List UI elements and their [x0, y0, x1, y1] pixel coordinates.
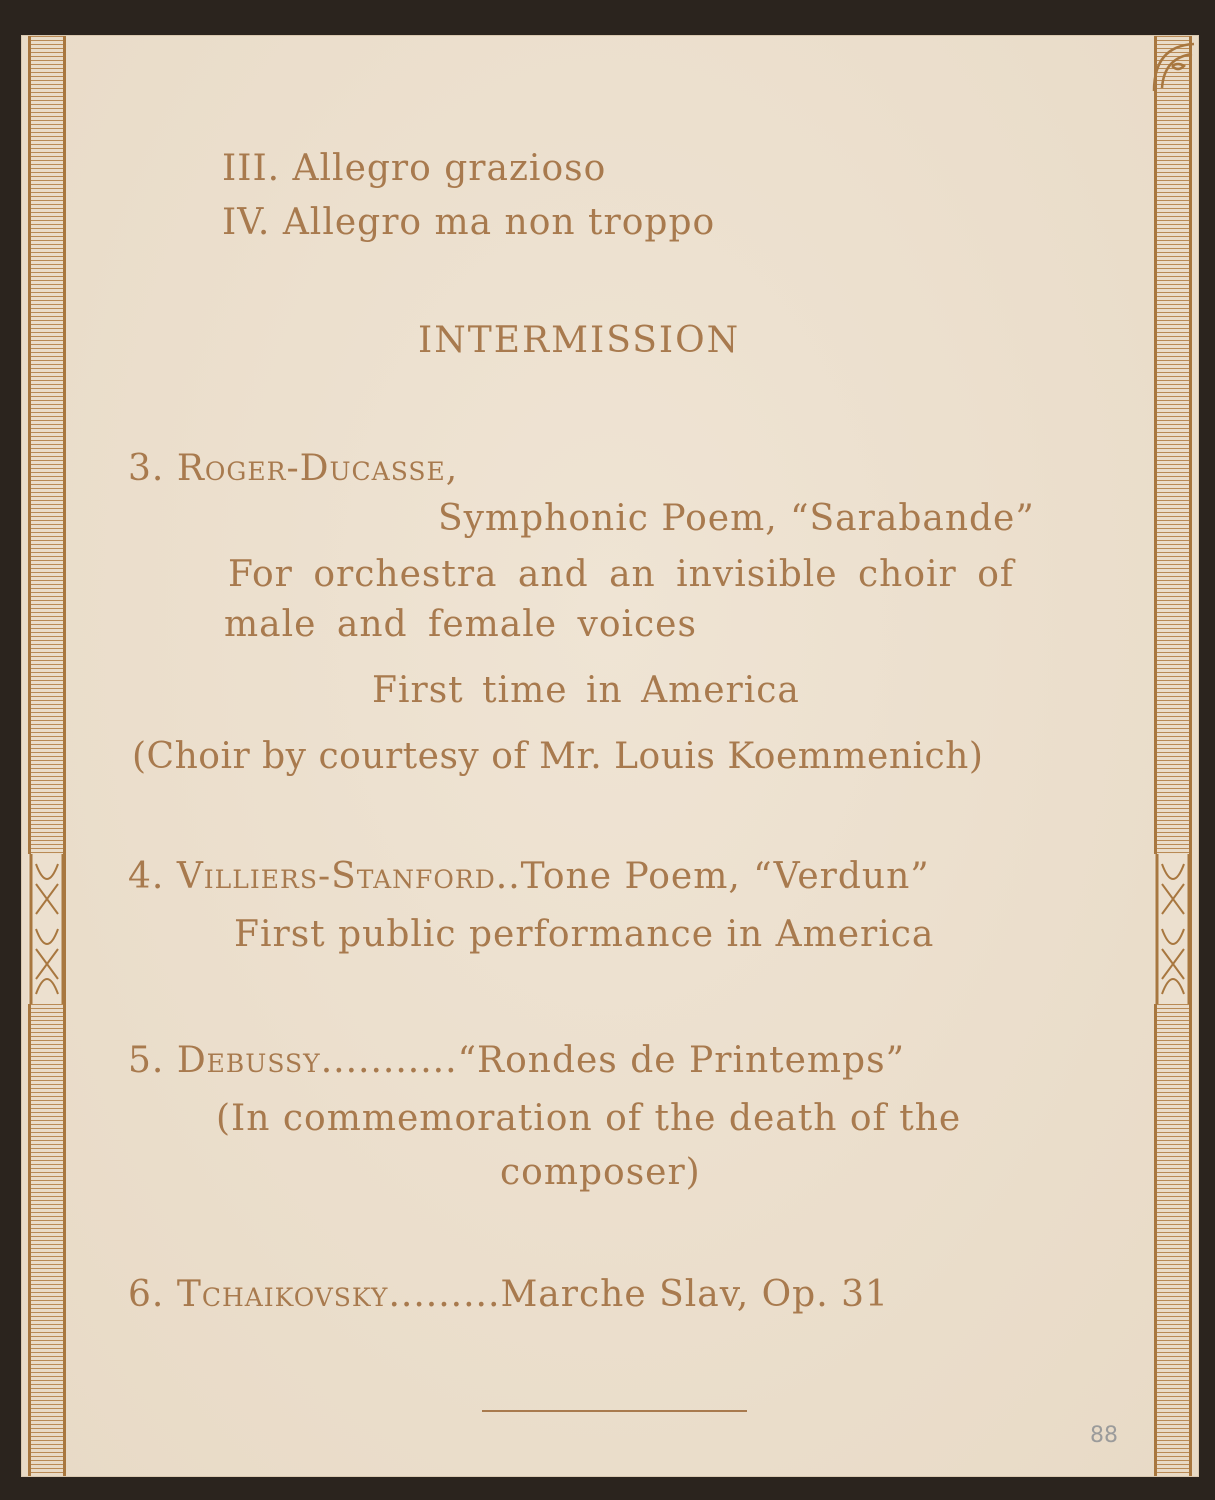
item-5-note: composer)	[500, 1152, 701, 1193]
movement-iv: IV. Allegro ma non troppo	[222, 202, 716, 243]
item-3-work: Symphonic Poem, “Sarabande”	[438, 498, 1035, 539]
composer-name: Debussy	[176, 1040, 321, 1081]
item-4-header	[128, 856, 930, 897]
closing-rule	[482, 1410, 747, 1412]
item-3-note: For orchestra and an invisible choir of	[228, 554, 1015, 595]
item-3-note: (Choir by courtesy of Mr. Louis Koemmenich)	[132, 736, 984, 777]
corner-ornament	[1144, 36, 1198, 96]
composer-name: Villiers-Stanford	[176, 856, 496, 897]
left-ornamental-border	[28, 36, 66, 1476]
item-3-header	[128, 448, 458, 489]
item-5-header	[128, 1040, 905, 1081]
left-knot-ornament	[28, 854, 66, 1004]
item-4-note: First public performance in America	[234, 914, 935, 955]
movement-iii: III. Allegro grazioso	[222, 148, 607, 189]
work-title: Marche Slav, Op. 31	[500, 1274, 889, 1315]
item-number: 5.	[128, 1040, 165, 1081]
item-number: 3.	[128, 448, 165, 489]
right-ornamental-border	[1154, 36, 1192, 1476]
dot-leader: ..	[495, 856, 521, 897]
program-page	[22, 36, 1198, 1476]
dot-leader: .........	[388, 1274, 501, 1315]
item-3-note: male and female voices	[224, 604, 697, 645]
item-6-header	[128, 1274, 889, 1315]
dot-leader: ...........	[320, 1040, 458, 1081]
item-number: 4.	[128, 856, 165, 897]
right-knot-ornament	[1154, 854, 1192, 1004]
intermission-heading: INTERMISSION	[418, 320, 741, 361]
item-number: 6.	[128, 1274, 165, 1315]
item-5-note: (In commemoration of the death of the	[216, 1098, 962, 1139]
work-title: Tone Poem, “Verdun”	[520, 856, 930, 897]
composer-name: Roger-Ducasse,	[176, 448, 459, 489]
item-3-note: First time in America	[372, 670, 800, 711]
work-title: “Rondes de Printemps”	[457, 1040, 905, 1081]
folio-number: 88	[1090, 1423, 1118, 1448]
composer-name: Tchaikovsky	[176, 1274, 389, 1315]
